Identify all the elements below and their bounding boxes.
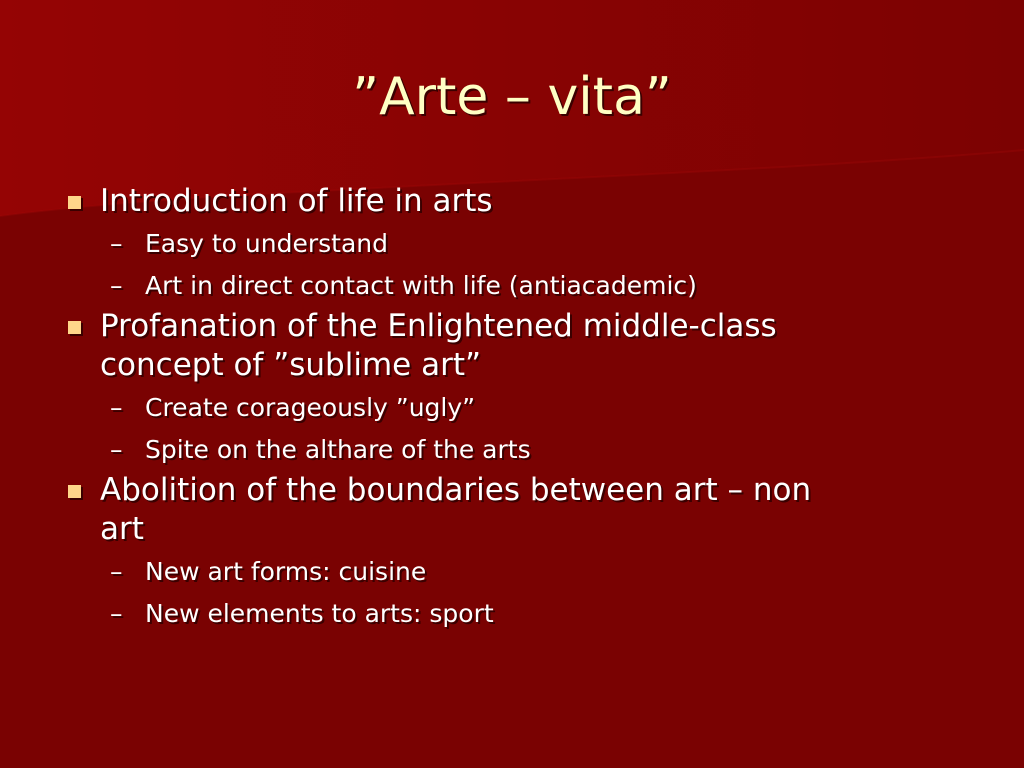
dash-marker: – — [110, 393, 123, 422]
sub-point — [60, 387, 960, 429]
sub-point-text: New elements to arts: sport — [145, 599, 494, 628]
slide-title: ”Arte – vita” — [352, 67, 672, 127]
bullet-text-line: Profanation of the Enlightened middle-class — [100, 308, 777, 344]
dash-marker: – — [110, 229, 123, 258]
dash-marker: – — [110, 271, 123, 300]
square-bullet-icon — [68, 321, 81, 334]
sub-point — [60, 429, 960, 471]
dash-marker: – — [110, 435, 123, 464]
bullet-point — [60, 182, 960, 221]
square-bullet-icon — [68, 196, 81, 209]
sub-point — [60, 551, 960, 593]
sub-point — [60, 223, 960, 265]
sub-point-text: Spite on the althare of the arts — [145, 435, 531, 464]
bullet-list — [60, 182, 960, 635]
bullet-text-line: Introduction of life in arts — [100, 183, 493, 219]
sub-point-text: New art forms: cuisine — [145, 557, 427, 586]
dash-marker: – — [110, 557, 123, 586]
sub-point-text: Create corageously ”ugly” — [145, 393, 476, 422]
sub-point-text: Art in direct contact with life (antiacademic) — [145, 271, 697, 300]
sub-point-text: Easy to understand — [145, 229, 389, 258]
bullet-text-line: concept of ”sublime art” — [100, 347, 482, 383]
sub-point — [60, 593, 960, 635]
bullet-text-line: art — [100, 511, 144, 547]
bullet-point — [60, 307, 960, 385]
sub-point — [60, 265, 960, 307]
dash-marker: – — [110, 599, 123, 628]
bullet-text-line: Abolition of the boundaries between art – non — [100, 472, 812, 508]
bullet-point — [60, 471, 960, 549]
square-bullet-icon — [68, 485, 81, 498]
